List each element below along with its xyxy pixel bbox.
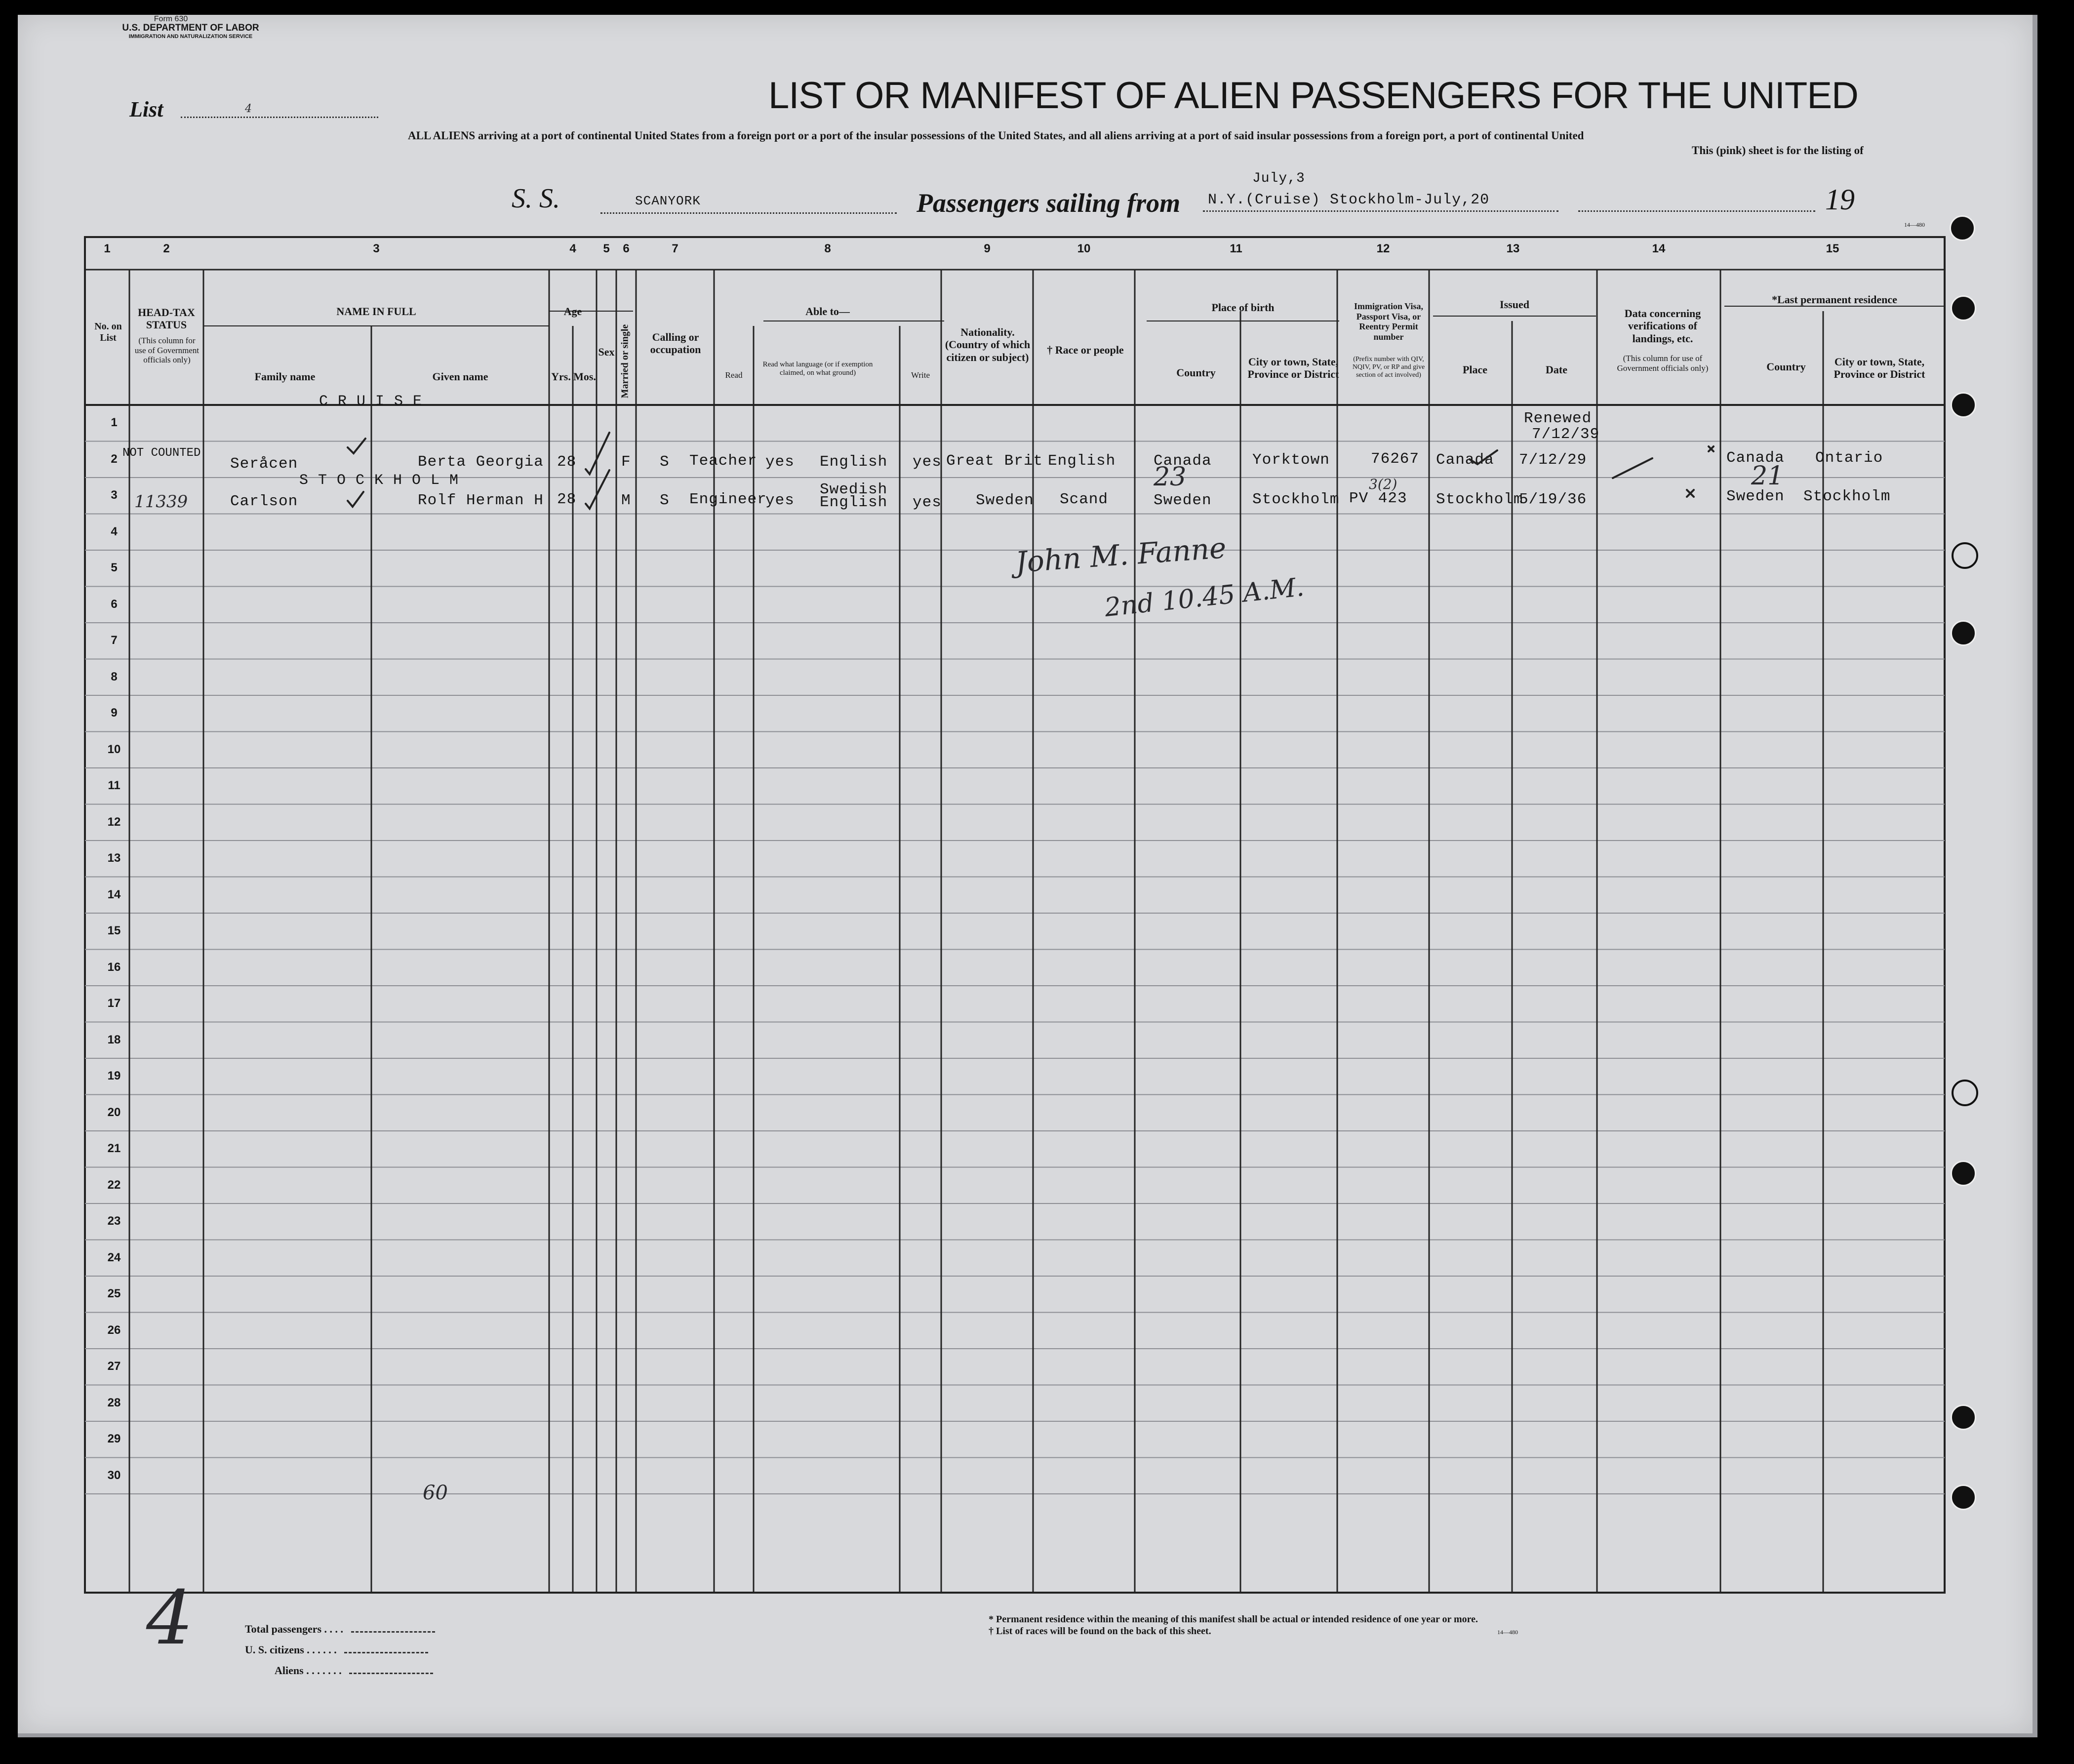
renewed-date: 7/12/39 (1532, 426, 1600, 443)
header-head-tax-note: (This column for use of Government officials only) (134, 336, 199, 365)
birth-mark: 23 (1154, 462, 1187, 492)
signature-time: 2nd 10.45 A.M. (1103, 572, 1306, 623)
agency-department: U.S. DEPARTMENT OF LABOR (122, 23, 259, 33)
manifest-sheet (18, 15, 2037, 1737)
row-family-name: Carlson (230, 493, 298, 510)
binder-hole (1950, 215, 1975, 241)
sailing-value: N.Y.(Cruise) Stockholm-July,20 (1208, 192, 1490, 208)
row-age: 28 (557, 491, 577, 508)
col-number: 13 (1506, 242, 1520, 255)
header-landing: Data concerning verifications of landings, etc. (1624, 307, 1701, 345)
row-number: 24 (107, 1250, 121, 1264)
row-number: 19 (107, 1069, 121, 1082)
manifest-grid (18, 15, 2033, 1733)
header-issued-place: Place (1462, 363, 1488, 376)
footer-total-label: Total passengers (245, 1623, 322, 1635)
row-number: 17 (107, 997, 121, 1010)
row-number: 15 (107, 924, 121, 937)
row-number: 16 (107, 960, 121, 974)
footer-aliens-label: Aliens (275, 1664, 304, 1677)
row-age: 28 (557, 453, 577, 471)
row-number: 23 (107, 1214, 121, 1228)
header-head-tax: HEAD-TAX STATUS (138, 306, 195, 331)
row-number: 25 (107, 1287, 121, 1300)
row-occupation: Teacher (689, 452, 758, 470)
row-occupation: Engineer (689, 491, 767, 508)
row-write: yes (913, 494, 942, 511)
row-birth-city: Stockholm (1252, 491, 1340, 508)
row-language: English (820, 453, 888, 471)
row-issued-place: Canada (1436, 451, 1494, 469)
row-number: 5 (111, 561, 118, 574)
binder-hole (1951, 1404, 1976, 1430)
row-number: 4 (111, 524, 118, 538)
row-res-country: Sweden (1726, 488, 1785, 505)
header-issued-date: Date (1546, 363, 1567, 376)
row-issued-date: 7/12/29 (1519, 451, 1587, 469)
row-birth-city: Yorktown (1252, 451, 1330, 469)
manifest-subtitle-1: ALL ALIENS arriving at a port of continental United States from a foreign port or a port of the insular possessions of the United States, and all aliens arriving at a port of said insular possessions from a foreign port, a port of continental United (408, 129, 1584, 142)
row-res-city: Ontario (1815, 449, 1883, 467)
row-number: 20 (107, 1105, 121, 1119)
row-res-city: Stockholm (1803, 488, 1891, 505)
header-residence: *Last permanent residence (1772, 293, 1897, 306)
header-issued: Issued (1500, 298, 1529, 311)
row-number: 6 (111, 597, 118, 611)
header-name-in-full: NAME IN FULL (336, 305, 416, 318)
row-number: 29 (107, 1432, 121, 1445)
row-number: 8 (111, 670, 118, 683)
col-number: 7 (672, 242, 678, 255)
manifest-subtitle-2: This (pink) sheet is for the listing of (1692, 144, 1864, 157)
signature: John M. Fanne (1014, 531, 1228, 579)
header-no-on-list: No. on List (94, 321, 122, 343)
row-language-2: English (820, 494, 888, 511)
footer-total: Total passengers . . . . (245, 1623, 435, 1636)
header-pob-country: Country (1176, 366, 1216, 379)
footer-note-2: † List of races will be found on the back of this sheet. (989, 1626, 1211, 1637)
row-number: 12 (107, 815, 121, 829)
header-read-what: Read what language (or if exemption claimed, on what ground) (762, 361, 873, 377)
manifest-title: LIST OR MANIFEST OF ALIEN PASSENGERS FOR THE UNITED (768, 75, 1858, 117)
header-nationality: Nationality. (Country of which citizen or subject) (945, 326, 1031, 363)
col-number: 2 (163, 242, 170, 255)
row-read: yes (765, 492, 795, 509)
header-calling: Calling or occupation (650, 331, 701, 356)
row-married: S (660, 492, 670, 509)
row-read: yes (765, 453, 795, 471)
header-write: Write (911, 370, 930, 380)
binder-hole (1951, 295, 1976, 321)
header-able-to: Able to— (805, 305, 850, 318)
row-number: 2 (111, 452, 118, 466)
footer-note-1: * Permanent residence within the meaning of this manifest shall be actual or intended residence of one year or more. (989, 1614, 1478, 1625)
binder-hole (1951, 620, 1976, 646)
footer-aliens: Aliens . . . . . . . (275, 1664, 433, 1677)
stray-mark: 60 (423, 1482, 448, 1504)
row-number: 21 (107, 1142, 121, 1155)
list-label: List (129, 97, 163, 121)
row-number: 10 (107, 742, 121, 756)
header-place-of-birth: Place of birth (1211, 301, 1275, 314)
row-number: 11 (108, 779, 120, 792)
row-res-country: Canada (1726, 449, 1785, 467)
binder-hole (1951, 1161, 1976, 1186)
head-tax-row2: 11339 (134, 492, 188, 512)
header-landing-note: (This column for use of Government officials only) (1617, 354, 1709, 373)
row-family-name: Seråcen (230, 455, 298, 473)
row-visa: PV 423 (1349, 490, 1407, 507)
col-number: 12 (1376, 242, 1390, 255)
header-given-name: Given name (432, 370, 488, 383)
col-number: 14 (1652, 242, 1666, 255)
binder-hole (1952, 542, 1978, 569)
renewed-label: Renewed (1524, 410, 1592, 427)
header-family-name: Family name (254, 370, 316, 383)
form-code-top: 14—480 (1904, 221, 1925, 228)
row-number: 9 (111, 706, 118, 720)
col-number: 3 (373, 242, 380, 255)
row-given-name: Rolf Herman H (418, 492, 544, 509)
form-number: Form 630 (154, 15, 188, 23)
header-race: † Race or people (1047, 344, 1124, 356)
row-given-name: Berta Georgia (418, 453, 544, 471)
margin-mark: 4 (146, 1575, 194, 1661)
binder-hole (1951, 392, 1976, 418)
not-counted-stamp: NOT COUNTED (122, 446, 201, 460)
col-number: 10 (1077, 242, 1091, 255)
binder-hole (1951, 1484, 1976, 1510)
footer-citizens: U. S. citizens . . . . . . (245, 1644, 428, 1656)
col-number: 11 (1230, 242, 1242, 255)
sailing-label: Passengers sailing from (917, 188, 1181, 218)
stockholm-annotation: S T O C K H O L M (299, 472, 459, 489)
row-visa: 76267 (1371, 450, 1420, 468)
header-visa: Immigration Visa, Passport Visa, or Reentry Permit number (1354, 301, 1423, 342)
col-number: 8 (824, 242, 831, 255)
col-number: 1 (104, 242, 111, 255)
header-res-country: Country (1766, 361, 1806, 373)
sailing-date-top: July,3 (1252, 171, 1305, 186)
row-number: 26 (107, 1323, 121, 1337)
row-issued-date: 5/19/36 (1519, 491, 1587, 508)
col-number: 4 (569, 242, 576, 255)
binder-hole (1952, 1080, 1978, 1106)
list-number: 4 (245, 103, 252, 115)
header-pob-city: City or town, State, Province or District (1247, 356, 1339, 381)
row-number: 14 (107, 887, 121, 901)
row-birth-country: Canada (1154, 452, 1212, 470)
header-married: Married or single (619, 324, 631, 399)
footer-citizens-label: U. S. citizens (245, 1644, 304, 1656)
cruise-annotation: C R U I S E (319, 393, 423, 410)
row-nationality: Great Brit (946, 452, 1043, 470)
header-age: Age (563, 305, 582, 318)
header-visa-note: (Prefix number with QIV, NQIV, PV, or RP and give section of act involved) (1352, 356, 1425, 379)
header-mos: Mos. (573, 370, 596, 383)
header-sex: Sex (598, 346, 615, 358)
ship-name: SCANYORK (635, 194, 701, 208)
agency-service: IMMIGRATION AND NATURALIZATION SERVICE (128, 34, 253, 40)
row-number: 7 (111, 634, 118, 647)
col-number: 15 (1826, 242, 1839, 255)
row-race: Scand (1060, 491, 1109, 508)
row-number: 27 (107, 1360, 121, 1373)
row-number: 18 (107, 1033, 121, 1046)
row-married: S (660, 453, 670, 471)
row-nationality: Sweden (976, 492, 1034, 509)
row-number: 22 (107, 1178, 121, 1192)
row-number: 13 (107, 851, 121, 865)
row-number: 3 (111, 488, 118, 502)
row-race: English (1048, 452, 1116, 470)
row-birth-country: Sweden (1154, 492, 1212, 509)
header-res-city: City or town, State, Province or District (1834, 356, 1925, 381)
col-number: 6 (623, 242, 630, 255)
header-read: Read (725, 370, 743, 380)
footer-code: 14—480 (1497, 1629, 1518, 1636)
row-write: yes (913, 453, 942, 471)
row-language: Swedish (820, 481, 888, 498)
year-label: 19 (1825, 183, 1855, 216)
col-number: 9 (984, 242, 991, 255)
col-number: 5 (603, 242, 610, 255)
row-number: 28 (107, 1396, 121, 1409)
row-sex: M (621, 492, 631, 509)
visa-section: 3(2) (1369, 476, 1397, 492)
header-yrs: Yrs. (551, 370, 571, 383)
row-sex: F (621, 453, 631, 471)
ss-label: S. S. (512, 183, 560, 214)
row-number: 30 (107, 1468, 121, 1482)
row-number: 1 (111, 416, 118, 429)
row-issued-place: Stockholm (1436, 491, 1523, 508)
residence-mark: 21 (1751, 461, 1784, 491)
